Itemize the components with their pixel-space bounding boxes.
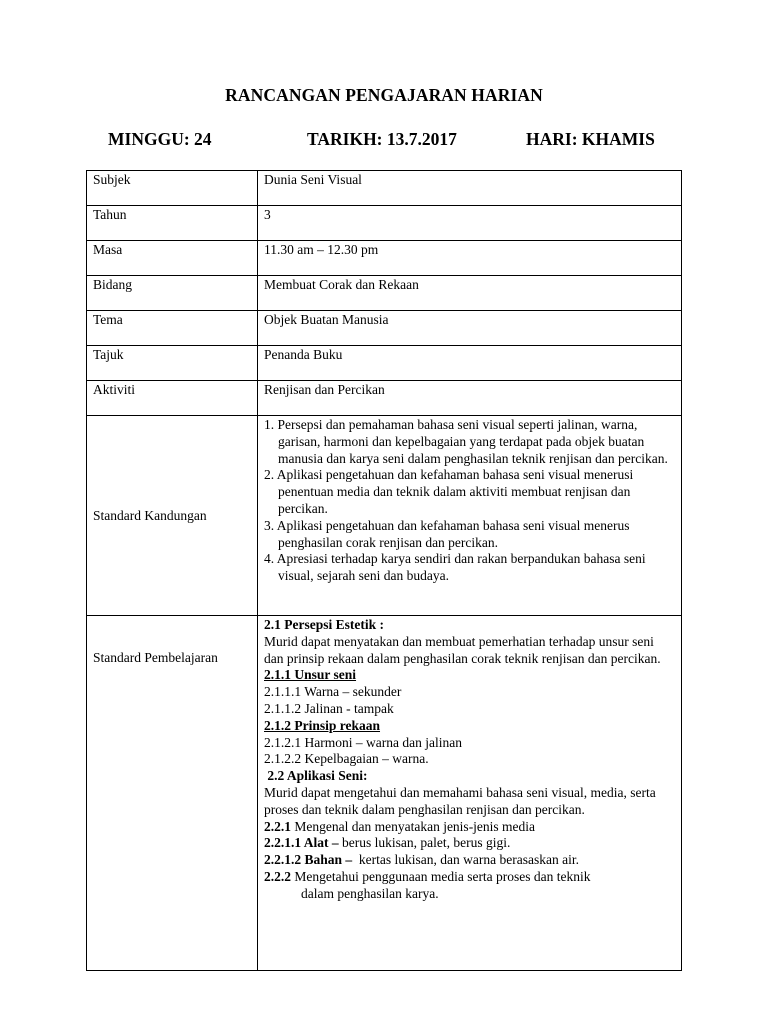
table-row	[87, 381, 682, 416]
row-label-tema: Tema	[87, 311, 258, 346]
item-number: 2.2.2	[264, 868, 291, 884]
item-number: 2.2.1	[264, 818, 291, 834]
list-item: 2.1.1.1 Warna – sekunder	[264, 684, 402, 700]
item-number: 2.2.1.2 Bahan –	[264, 852, 353, 868]
list-item	[264, 869, 675, 886]
list-item: 3. Aplikasi pengetahuan dan kefahaman bahasa seni visual menerus penghasilan corak renjisan dan percikan.	[264, 517, 630, 550]
lesson-plan-table	[86, 170, 682, 971]
row-label-aktiviti: Aktiviti	[87, 381, 258, 416]
table-row	[87, 346, 682, 381]
standard-kandungan-content	[258, 416, 682, 616]
list-item: 2.1.2.1 Harmoni – warna dan jalinan	[264, 734, 462, 750]
row-label-standard-kandungan: Standard Kandungan	[87, 416, 258, 616]
standard-kandungan-list	[264, 417, 675, 585]
week-label: MINGGU: 24	[108, 129, 212, 149]
table-row	[87, 276, 682, 311]
row-label-standard-pembelajaran: Standard Pembelajaran	[87, 616, 258, 971]
item-text: Mengenal dan menyatakan jenis-jenis media	[291, 818, 536, 834]
table-row	[87, 241, 682, 276]
row-label-tahun: Tahun	[87, 206, 258, 241]
row-value-subjek: Dunia Seni Visual	[258, 171, 682, 206]
day-label: HARI: KHAMIS	[526, 129, 655, 149]
row-value-bidang: Membuat Corak dan Rekaan	[258, 276, 682, 311]
row-label-masa: Masa	[87, 241, 258, 276]
row-value-tahun: 3	[258, 206, 682, 241]
list-item: 4. Apresiasi terhadap karya sendiri dan rakan berpandukan bahasa seni visual, sejarah seni dan budaya.	[264, 551, 646, 584]
item-number: 2.2.1.1 Alat –	[264, 835, 339, 851]
row-value-masa: 11.30 am – 12.30 pm	[258, 241, 682, 276]
row-value-tajuk: Penanda Buku	[258, 346, 682, 381]
item-text: berus lukisan, palet, berus gigi.	[338, 835, 511, 851]
table-row	[87, 171, 682, 206]
list-item	[264, 852, 675, 869]
item-text: Mengetahui penggunaan media serta proses dan teknik	[291, 868, 591, 884]
date-label: TARIKH: 13.7.2017	[307, 129, 457, 149]
document-title: RANCANGAN PENGAJARAN HARIAN	[225, 85, 543, 105]
subsection-heading: 2.1.1 Unsur seni	[264, 667, 357, 683]
list-item	[264, 819, 675, 836]
standard-pembelajaran-content	[258, 616, 682, 971]
row-label-subjek: Subjek	[87, 171, 258, 206]
row-label-bidang: Bidang	[87, 276, 258, 311]
paragraph: Murid dapat mengetahui dan memahami bahasa seni visual, media, serta proses dan teknik dalam penghasilan renjisan dan percikan.	[264, 784, 656, 817]
paragraph: Murid dapat menyatakan dan membuat pemerhatian terhadap unsur seni dan prinsip rekaan dalam penghasilan corak teknik renjisan dan percikan.	[264, 633, 661, 666]
row-value-tema: Objek Buatan Manusia	[258, 311, 682, 346]
row-label-tajuk: Tajuk	[87, 346, 258, 381]
section-heading: 2.2 Aplikasi Seni:	[264, 768, 368, 784]
list-item-continuation: dalam penghasilan karya.	[301, 885, 439, 901]
list-item: 2. Aplikasi pengetahuan dan kefahaman bahasa seni visual menerusi penentuan media dan teknik dalam aktiviti membuat renjisan dan percikan.	[264, 467, 634, 516]
list-item: 2.1.2.2 Kepelbagaian – warna.	[264, 751, 429, 767]
table-row-standard-pembelajaran	[87, 616, 682, 971]
list-item: 1. Persepsi dan pemahaman bahasa seni visual seperti jalinan, warna, garisan, harmoni dan kepelbagaian yang terdapat pada objek buatan manusia dan karya seni dalam penghasilan teknik renjisan dan percikan.	[264, 417, 668, 466]
item-text: kertas lukisan, dan warna berasaskan air.	[352, 852, 579, 868]
list-item: 2.1.1.2 Jalinan - tampak	[264, 700, 394, 716]
list-item	[264, 835, 675, 852]
table-row	[87, 311, 682, 346]
row-value-aktiviti: Renjisan dan Percikan	[258, 381, 682, 416]
subsection-heading: 2.1.2 Prinsip rekaan	[264, 717, 381, 733]
table-row	[87, 206, 682, 241]
section-heading: 2.1 Persepsi Estetik :	[264, 617, 384, 632]
table-row-standard-kandungan	[87, 416, 682, 616]
